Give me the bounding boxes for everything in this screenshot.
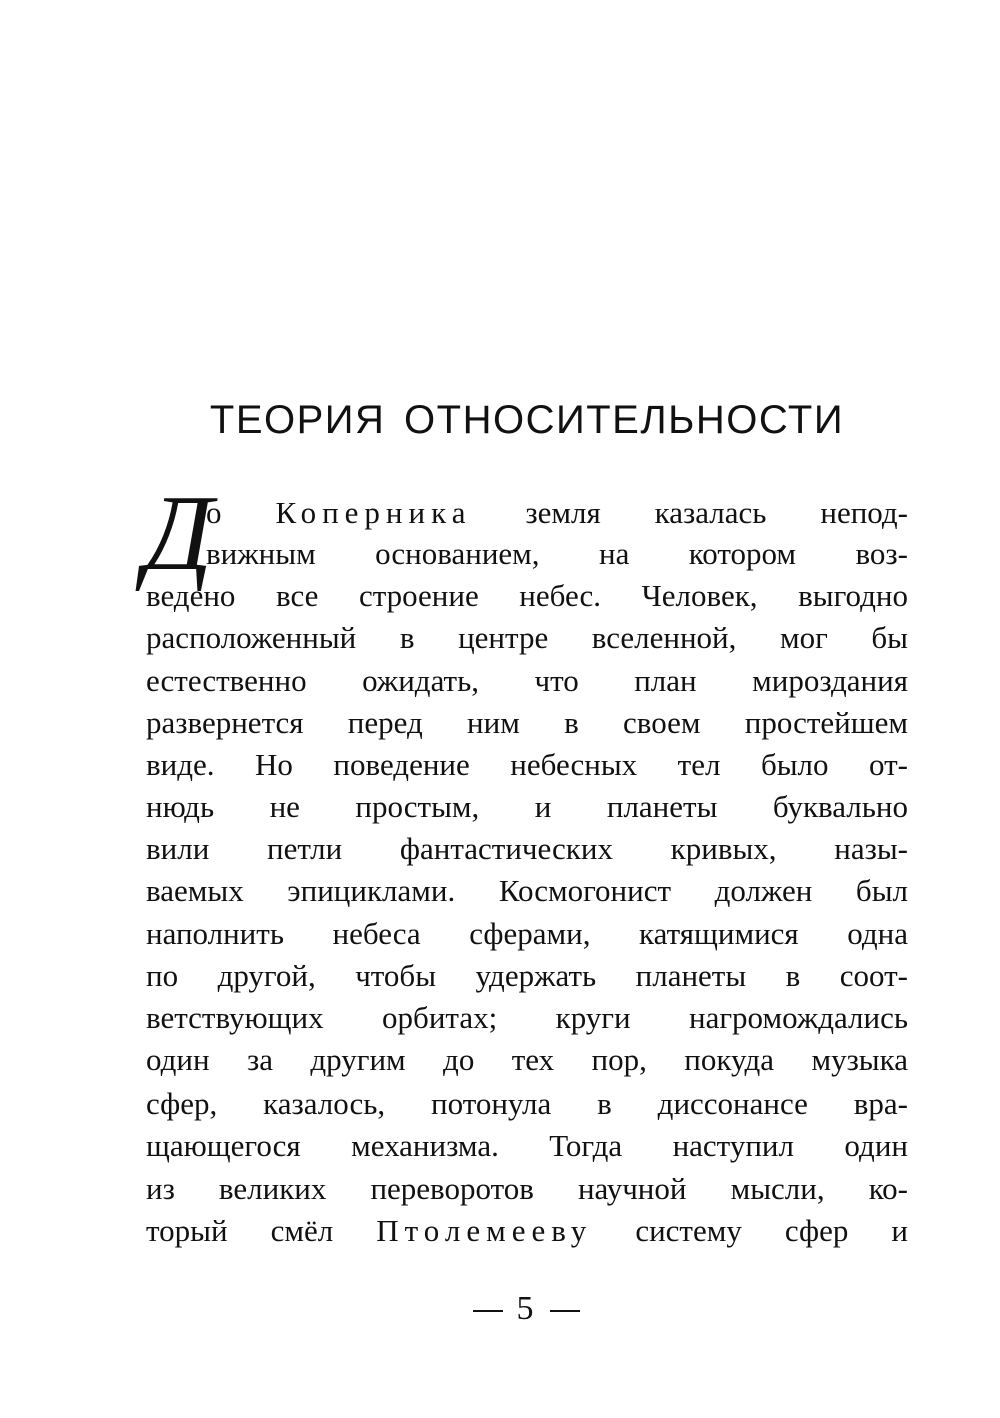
- text-line: сфер, казалось, потонула в диссонансе вра-: [146, 1086, 908, 1121]
- text-line: вижным основанием, на котором воз-: [206, 536, 908, 571]
- text-line: естественно ожидать, что план мироздания: [146, 663, 908, 698]
- left-dash: [473, 1310, 503, 1312]
- text-line: виде. Но поведение небесных тел было от-: [146, 747, 908, 782]
- text-line: один за другим до тех пор, покуда музыка: [146, 1042, 908, 1077]
- text-line: нюдь не простым, и планеты буквально: [146, 789, 908, 824]
- text-line: ведено все строение небес. Человек, выгодно: [146, 578, 908, 613]
- text-line: по другой, чтобы удержать планеты в соот-: [146, 958, 908, 993]
- page-number: [0, 1290, 1000, 1328]
- text-line: развернется перед ним в своем простейшем: [146, 705, 908, 740]
- right-dash: [550, 1310, 580, 1312]
- text-line: вили петли фантастических кривых, назы-: [146, 831, 908, 866]
- drop-cap-letter: Д: [144, 474, 213, 593]
- text-line: из великих переворотов научной мысли, ко-: [146, 1171, 908, 1206]
- text-line: о Коперника земля казалась непод-: [206, 495, 909, 530]
- text-line: наполнить небеса сферами, катящимися одна: [146, 916, 908, 951]
- text-line: торый смёл Птолемееву систему сфер и: [146, 1213, 908, 1248]
- page-number-value: 5: [516, 1290, 536, 1327]
- text-line: расположенный в центре вселенной, мог бы: [146, 620, 908, 655]
- text-line: ветствующих орбитах; круги нагромождались: [146, 1000, 908, 1035]
- text-line: щающегося механизма. Тогда наступил один: [146, 1128, 908, 1163]
- chapter-title: ТЕОРИЯ ОТНОСИТЕЛЬНОСТИ: [209, 398, 845, 442]
- emphasized-name: Птолемееву: [376, 1213, 593, 1248]
- emphasized-name: Коперника: [275, 495, 472, 530]
- text-line: ваемых эпициклами. Космогонист должен был: [146, 873, 908, 908]
